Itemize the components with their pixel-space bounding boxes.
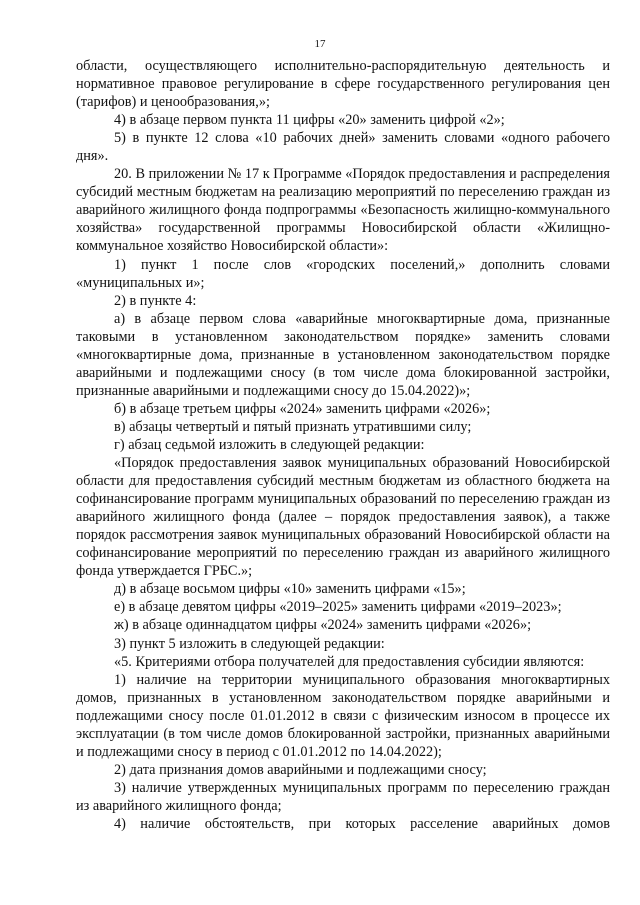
- paragraph: 1) пункт 1 после слов «городских поселений,» дополнить словами «муниципальных и»;: [76, 256, 610, 291]
- paragraph: е) в абзаце девятом цифры «2019–2025» заменить цифрами «2019–2023»;: [114, 599, 562, 616]
- paragraph: ж) в абзаце одиннадцатом цифры «2024» заменить цифрами «2026»;: [114, 617, 532, 634]
- paragraph: 5) в пункте 12 слова «10 рабочих дней» заменить словами «одного рабочего дня».: [76, 130, 610, 165]
- paragraph: 20. В приложении № 17 к Программе «Порядок предоставления и распределения субсидий местным бюджетам на реализацию мероприятий по переселению граждан из аварийного жилищного фонда подпрограммы «Безопасность жилищно-коммунального хозяйства» государственной программы Новосибирской области «Жилищно-коммунальное хозяйство Новосибирской области»:: [76, 166, 610, 255]
- paragraph: г) абзац седьмой изложить в следующей редакции:: [114, 436, 425, 453]
- paragraph: 3) пункт 5 изложить в следующей редакции:: [114, 635, 385, 652]
- paragraph: в) абзацы четвертый и пятый признать утратившими силу;: [114, 418, 472, 435]
- paragraph: 2) дата признания домов аварийными и подлежащими сносу;: [114, 761, 487, 778]
- paragraph: «5. Критериями отбора получателей для предоставления субсидии являются:: [114, 653, 585, 670]
- paragraph: 1) наличие на территории муниципального образования многоквартирных домов, признанных в установленном законодательством порядке аварийными и подлежащими сносу после 01.01.2012 в связи с физическим износом в процессе их эксплуатации (в том числе домов блокированной застройки, признанных аварийными и подлежащими сносу в период с 01.01.2012 по 14.04.2022);: [76, 671, 610, 760]
- paragraph: «Порядок предоставления заявок муниципальных образований Новосибирской области для предоставления субсидий местным бюджетам из областного бюджета на софинансирование программ муниципальных образований по переселению граждан из аварийного жилищного фонда (далее – порядок предоставления заявок), а также порядок рассмотрения заявок муниципальных образований Новосибирской области на софинансирование мероприятий по переселению граждан из аварийного жилищного фонда утверждается ГРБС.»;: [76, 455, 610, 580]
- paragraph: 4) в абзаце первом пункта 11 цифры «20» заменить цифрой «2»;: [114, 112, 505, 129]
- paragraph: области, осуществляющего исполнительно-распорядительную деятельность и нормативное правовое регулирование в сфере государственного регулирования цен (тарифов) и ценообразования,»;: [76, 58, 610, 111]
- paragraph: 4) наличие обстоятельств, при которых расселение аварийных домов: [114, 815, 610, 832]
- page-number: 17: [314, 38, 326, 50]
- paragraph: б) в абзаце третьем цифры «2024» заменить цифрами «2026»;: [114, 400, 491, 417]
- paragraph: а) в абзаце первом слова «аварийные многоквартирные дома, признанные таковыми в установленном законодательством порядке» заменить словами «многоквартирные дома, признанные в установленном законодательством порядке аварийными и подлежащими сносу (в том числе дома блокированной застройки, признанные аварийными и подлежащими сносу до 15.04.2022)»;: [76, 310, 610, 399]
- paragraph: д) в абзаце восьмом цифры «10» заменить цифрами «15»;: [114, 581, 466, 598]
- paragraph: 2) в пункте 4:: [114, 292, 197, 309]
- document-body: [76, 57, 610, 833]
- paragraph: 3) наличие утвержденных муниципальных программ по переселению граждан из аварийного жилищного фонда;: [76, 779, 610, 814]
